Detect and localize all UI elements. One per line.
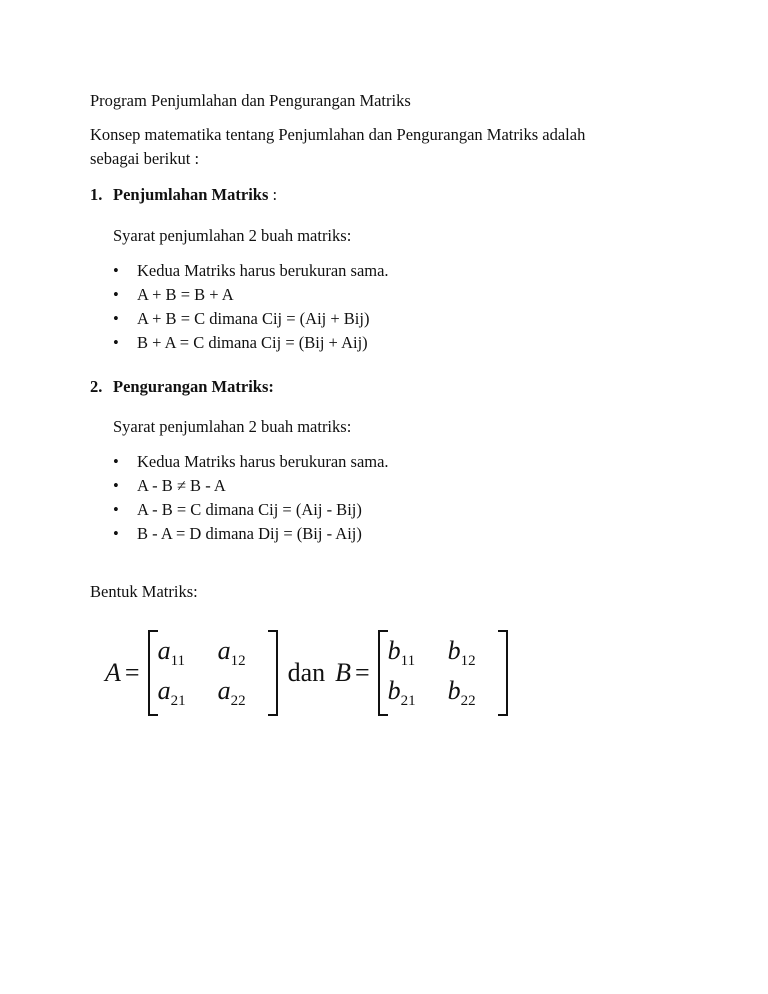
matrix-b <box>378 636 508 710</box>
list-item-text: Kedua Matriks harus berukuran sama. <box>137 452 389 471</box>
bullet-icon: • <box>113 309 119 328</box>
matrix-cell: $a_{21}$ <box>157 676 186 710</box>
document-title: Program Penjumlahan dan Pengurangan Matriks <box>90 91 411 110</box>
list-item-text: Kedua Matriks harus berukuran sama. <box>137 261 389 280</box>
section-1-number: 1. <box>90 185 103 204</box>
matrix-b-symbol: B <box>335 658 351 687</box>
dan-text: dan <box>287 658 326 687</box>
matrix-a-symbol: A <box>105 658 121 687</box>
matrix-cell: $b_{22}$ <box>447 676 476 710</box>
bullet-icon: • <box>113 261 119 280</box>
bullet-icon: • <box>113 452 119 471</box>
matrix-cell: $a_{11}$ <box>157 635 186 669</box>
matrix-cell: $b_{11}$ <box>387 635 416 669</box>
list-item-text: A + B = B + A <box>137 285 234 304</box>
intro-line-2: sebagai berikut : <box>90 149 200 168</box>
section-2-syarat: Syarat penjumlahan 2 buah matriks: <box>113 417 352 436</box>
section-1-heading-suffix: : <box>268 185 278 204</box>
bentuk-matriks-label: Bentuk Matriks: <box>90 582 198 601</box>
bullet-icon: • <box>113 285 119 304</box>
bullet-icon: • <box>113 476 119 495</box>
list-item-text: A - B ≠ B - A <box>137 476 226 495</box>
list-item-text: B - A = D dimana Dij = (Bij - Aij) <box>137 524 362 543</box>
equals-sign: = <box>355 658 370 687</box>
bullet-icon: • <box>113 500 119 519</box>
matrix-cell: $a_{22}$ <box>217 676 246 710</box>
matrix-a <box>148 636 278 710</box>
matrix-cell: $b_{21}$ <box>387 676 416 710</box>
section-2-number: 2. <box>90 377 103 396</box>
list-item-text: B + A = C dimana Cij = (Bij + Aij) <box>137 333 368 352</box>
list-item-text: A - B = C dimana Cij = (Aij - Bij) <box>137 500 362 519</box>
bullet-icon: • <box>113 333 119 352</box>
matrix-cell: $a_{12}$ <box>217 635 246 669</box>
bullet-icon: • <box>113 524 119 543</box>
list-item-text: A + B = C dimana Cij = (Aij + Bij) <box>137 309 370 328</box>
matrix-cell: $b_{12}$ <box>447 635 476 669</box>
section-1-syarat: Syarat penjumlahan 2 buah matriks: <box>113 226 352 245</box>
section-2-heading: Pengurangan Matriks: <box>113 377 274 396</box>
matrix-formula <box>105 628 512 718</box>
intro-line-1: Konsep matematika tentang Penjumlahan dan Pengurangan Matriks adalah <box>90 125 586 144</box>
section-1-heading-text: Penjumlahan Matriks <box>113 185 269 204</box>
equals-sign: = <box>124 658 140 687</box>
section-1-heading <box>113 185 277 205</box>
